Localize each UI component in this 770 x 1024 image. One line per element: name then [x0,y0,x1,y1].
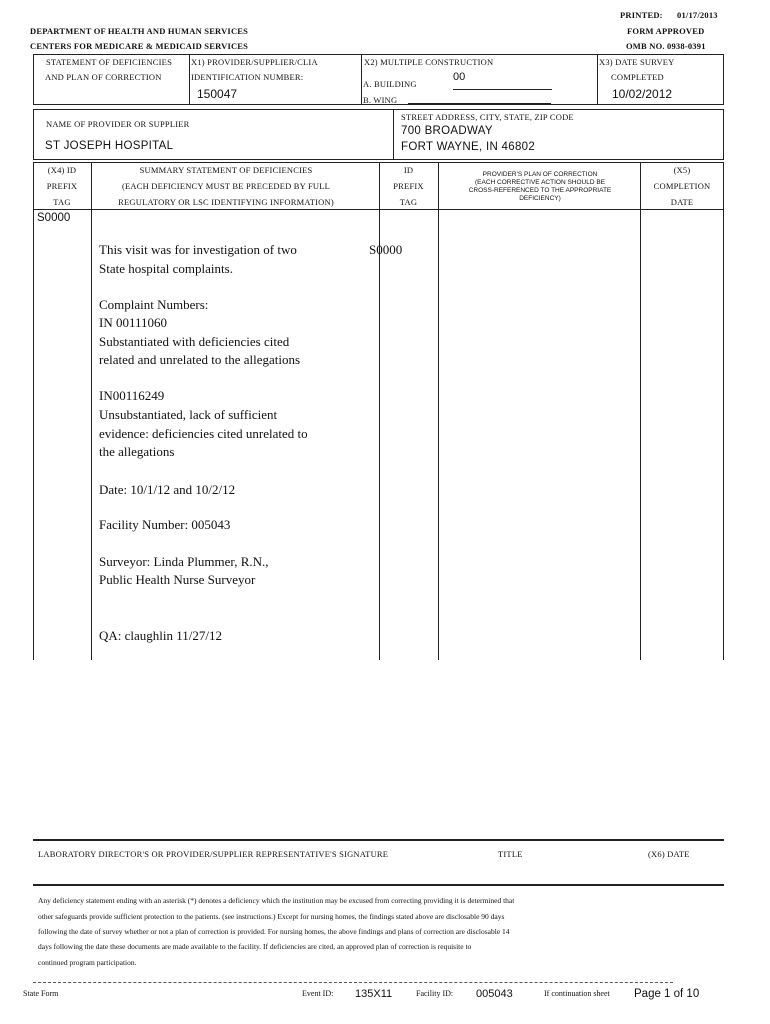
disclaimer-line: following the date of survey whether or not a plan of correction is provided. For nursing homes, the above findings and plans of correction are disclosable 14 [38,927,510,936]
summary-line: Public Health Nurse Surveyor [99,572,256,587]
disclaimer-line: continued program participation. [38,958,137,967]
x5-header-2: COMPLETION [653,181,711,191]
x1-label-1: X1) PROVIDER/SUPPLIER/CLIA [191,57,318,67]
provider-name-label: NAME OF PROVIDER OR SUPPLIER [46,119,190,129]
summary-line: QA: claughlin 11/27/12 [99,628,223,643]
summary-header-2: (EACH DEFICIENCY MUST BE PRECEDED BY FULL [121,181,331,191]
plan-header-1: PROVIDER'S PLAN OF CORRECTION [482,171,598,178]
summary-line: Substantiated with deficiencies cited [99,334,290,349]
x4-header-1: (X4) ID [47,165,77,175]
building-value: 00 [453,71,466,83]
page-indicator: Page 1 of 10 [634,988,700,1000]
id-header-1: ID [403,165,414,175]
address-line-1: 700 BROADWAY [401,125,493,137]
lab-director-signature-label: LABORATORY DIRECTOR'S OR PROVIDER/SUPPLIER REPRESENTATIVE'S SIGNATURE [38,849,389,859]
summary-line: the allegations [99,444,175,459]
summary-line: evidence: deficiencies cited unrelated to [99,426,308,441]
plan-header-4: DEFICIENCY) [519,195,561,202]
building-label: A. BUILDING [363,79,417,89]
x2-label: X2) MULTIPLE CONSTRUCTION [364,57,494,67]
summary-line: related and unrelated to the allegations [99,352,301,367]
summary-line: State hospital complaints. [99,261,233,276]
summary-line: This visit was for investigation of two [99,242,297,257]
facility-id-value: 005043 [476,988,513,1000]
printed-date: 01/17/2013 [677,10,718,20]
wing-label: B. WING [363,95,398,105]
id-header-3: TAG [399,197,418,207]
right-tag: S0000 [369,242,403,257]
x6-date-label: (X6) DATE [648,849,690,859]
x5-header-3: DATE [670,197,694,207]
statement-label-1: STATEMENT OF DEFICIENCIES [46,57,173,67]
summary-line: IN00116249 [99,388,165,403]
address-line-2: FORT WAYNE, IN 46802 [401,141,536,153]
address-label: STREET ADDRESS, CITY, STATE, ZIP CODE [401,112,574,122]
centers-title: CENTERS FOR MEDICARE & MEDICAID SERVICES [30,41,249,51]
survey-completed-date: 10/02/2012 [612,87,673,101]
form-approved: FORM APPROVED [627,26,705,36]
event-id-label: Event ID: [302,989,334,998]
x3-label-2: COMPLETED [611,72,664,82]
x4-header-3: TAG [53,197,71,207]
omb-number: OMB NO. 0938-0391 [626,41,706,51]
statement-label-2: AND PLAN OF CORRECTION [45,72,162,82]
summary-line: IN 00111060 [99,315,168,330]
state-form-label: State Form [23,989,59,998]
title-label: TITLE [498,849,523,859]
continuation-label: If continuation sheet [544,989,610,998]
event-id-value: 135X11 [355,988,393,1000]
id-header-2: PREFIX [393,181,424,191]
disclaimer-line: Any deficiency statement ending with an asterisk (*) denotes a deficiency which the institution may be excused from correcting providing it is determined that [38,896,515,905]
summary-line: Date: 10/1/12 and 10/2/12 [99,482,236,497]
left-tag: S0000 [37,212,71,224]
plan-header-3: CROSS-REFERENCED TO THE APPROPRIATE [468,187,612,194]
disclaimer-line: other safeguards provide sufficient protection to the patients. (see instructions.) Except for nursing homes, the findings stated above are disclosable 90 days [38,912,505,921]
summary-line: Surveyor: Linda Plummer, R.N., [99,554,269,569]
x1-label-2: IDENTIFICATION NUMBER: [191,72,304,82]
disclaimer-line: days following the date these documents are made available to the facility. If deficiencies are cited, an approved plan of correction is requisite to [38,942,472,951]
summary-header-3: REGULATORY OR LSC IDENTIFYING INFORMATION) [118,197,334,207]
plan-header-2: (EACH CORRECTIVE ACTION SHOULD BE [474,179,606,186]
summary-line: Complaint Numbers: [99,297,209,312]
x4-header-2: PREFIX [46,181,78,191]
x5-header-1: (X5) [673,165,691,175]
summary-line: Unsubstantiated, lack of sufficient [99,407,278,422]
summary-line: Facility Number: 005043 [99,517,231,532]
facility-id-label: Facility ID: [416,989,454,998]
provider-id-value: 150047 [197,87,238,101]
summary-header-1: SUMMARY STATEMENT OF DEFICIENCIES [139,165,313,175]
printed-label: PRINTED: [620,10,663,20]
x3-label-1: X3) DATE SURVEY [599,57,675,67]
department-title: DEPARTMENT OF HEALTH AND HUMAN SERVICES [30,26,249,36]
provider-name: ST JOSEPH HOSPITAL [45,140,174,152]
